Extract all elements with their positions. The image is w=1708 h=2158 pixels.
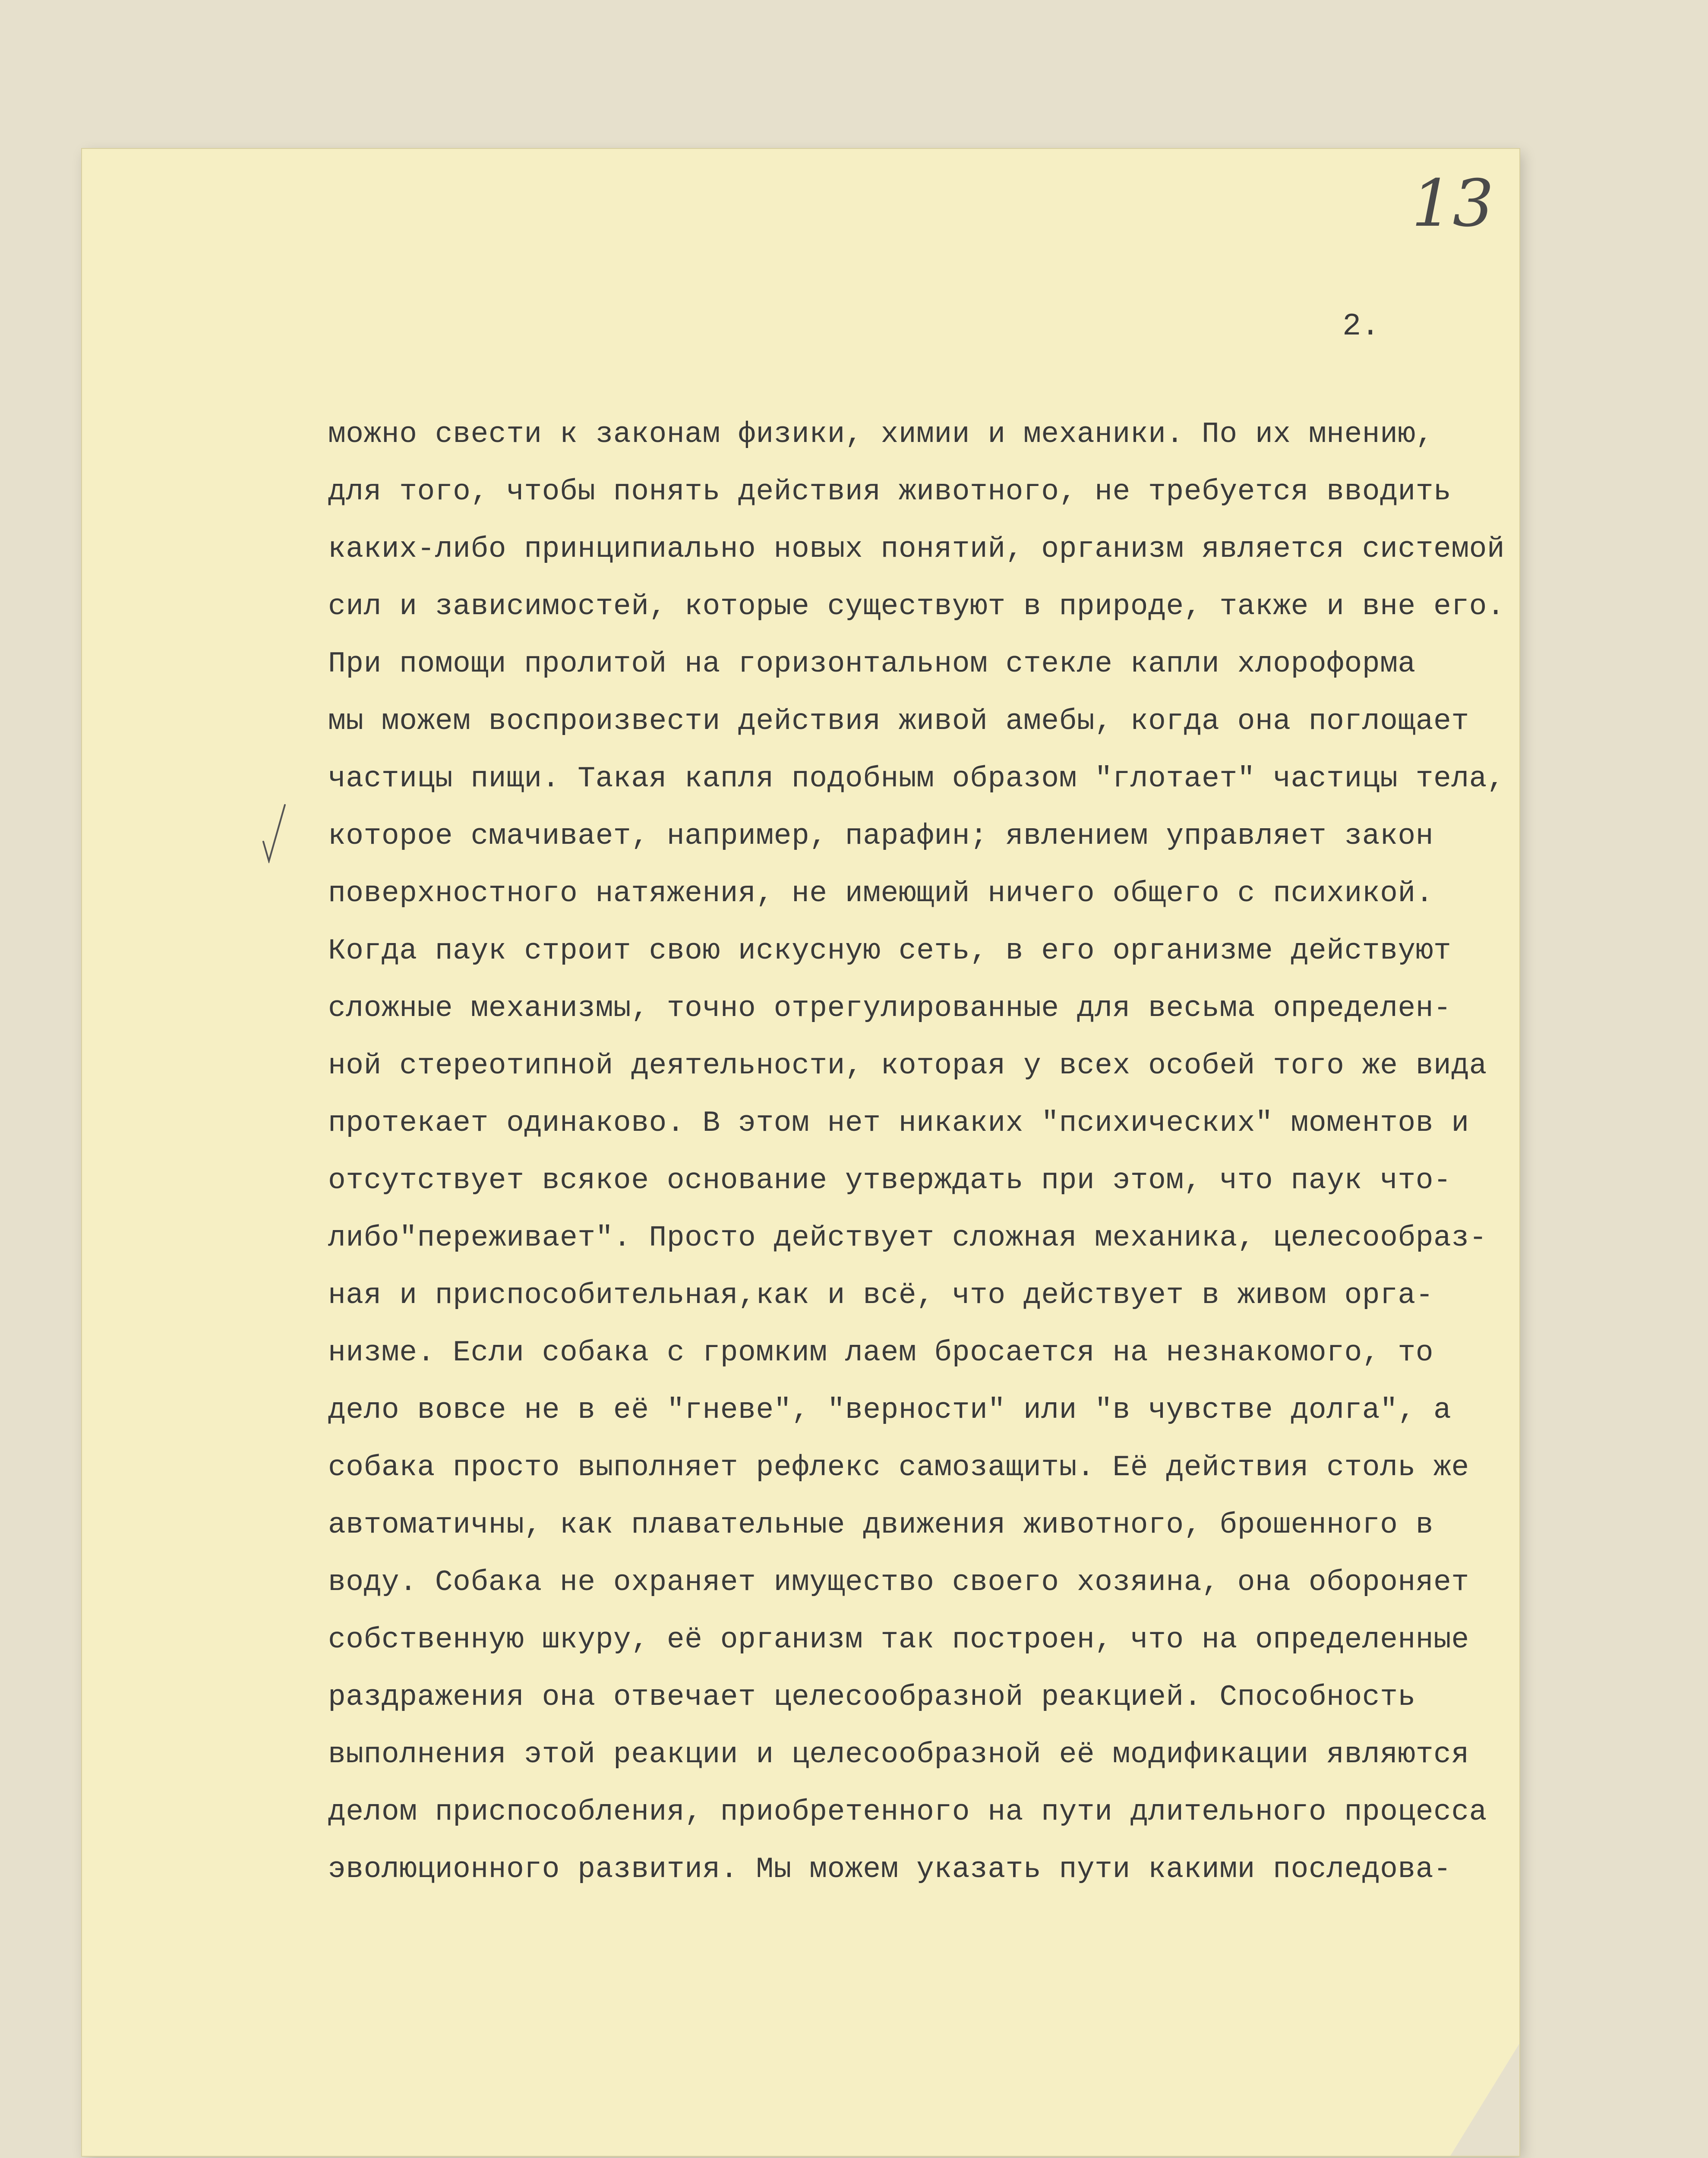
text-line: которое смачивает, например, парафин; явлением управляет закон (328, 820, 1434, 853)
check-mark-icon (261, 803, 287, 863)
text-line: ная и приспособительная,как и всё, что действует в живом орга- (328, 1279, 1434, 1312)
text-line: Когда паук строит свою искусную сеть, в его организме действуют (328, 934, 1452, 968)
text-line: поверхностного натяжения, не имеющий ничего общего с психикой. (328, 877, 1434, 910)
archive-number: 13 (1411, 166, 1494, 241)
text-line: ной стереотипной деятельности, которая у всех особей того же вида (328, 1049, 1487, 1082)
body-text (328, 406, 1511, 1898)
text-line: эволюционного развития. Мы можем указать пути какими последова- (328, 1853, 1452, 1886)
text-line: отсутствует всякое основание утверждать при этом, что паук что- (328, 1164, 1452, 1197)
text-line: частицы пищи. Такая капля подобным образом "глотает" частицы тела, (328, 762, 1505, 795)
text-line: для того, чтобы понять действия животного, не требуется вводить (328, 475, 1452, 508)
text-line: автоматичны, как плавательные движения животного, брошенного в (328, 1508, 1434, 1542)
text-line: либо"переживает". Просто действует сложная механика, целесообраз- (328, 1221, 1487, 1255)
text-line: низме. Если собака с громким лаем бросается на незнакомого, то (328, 1336, 1434, 1369)
text-line: каких-либо принципиально новых понятий, организм является системой (328, 533, 1505, 566)
text-line: При помощи пролитой на горизонтальном стекле капли хлороформа (328, 647, 1416, 681)
page-number: 2. (1342, 309, 1380, 344)
text-line: воду. Собака не охраняет имущество своего хозяина, она обороняет (328, 1566, 1469, 1599)
text-line: выполнения этой реакции и целесообразной её модификации являются (328, 1738, 1469, 1771)
text-line: собака просто выполняет рефлекс самозащиты. Её действия столь же (328, 1451, 1469, 1484)
text-line: мы можем воспроизвести действия живой амебы, когда она поглощает (328, 705, 1469, 738)
text-line: раздражения она отвечает целесообразной реакцией. Способность (328, 1681, 1416, 1714)
text-line: собственную шкуру, её организм так построен, что на определенные (328, 1623, 1469, 1656)
text-line: делом приспособления, приобретенного на пути длительного процесса (328, 1795, 1487, 1829)
text-line: сил и зависимостей, которые существуют в природе, также и вне его. (328, 590, 1505, 623)
text-line: можно свести к законам физики, химии и механики. По их мнению, (328, 418, 1434, 451)
text-line: протекает одинаково. В этом нет никаких "психических" моментов и (328, 1107, 1469, 1140)
text-line: сложные механизмы, точно отрегулированные для весьма определен- (328, 992, 1452, 1025)
text-line: дело вовсе не в её "гневе", "верности" или "в чувстве долга", а (328, 1394, 1452, 1427)
